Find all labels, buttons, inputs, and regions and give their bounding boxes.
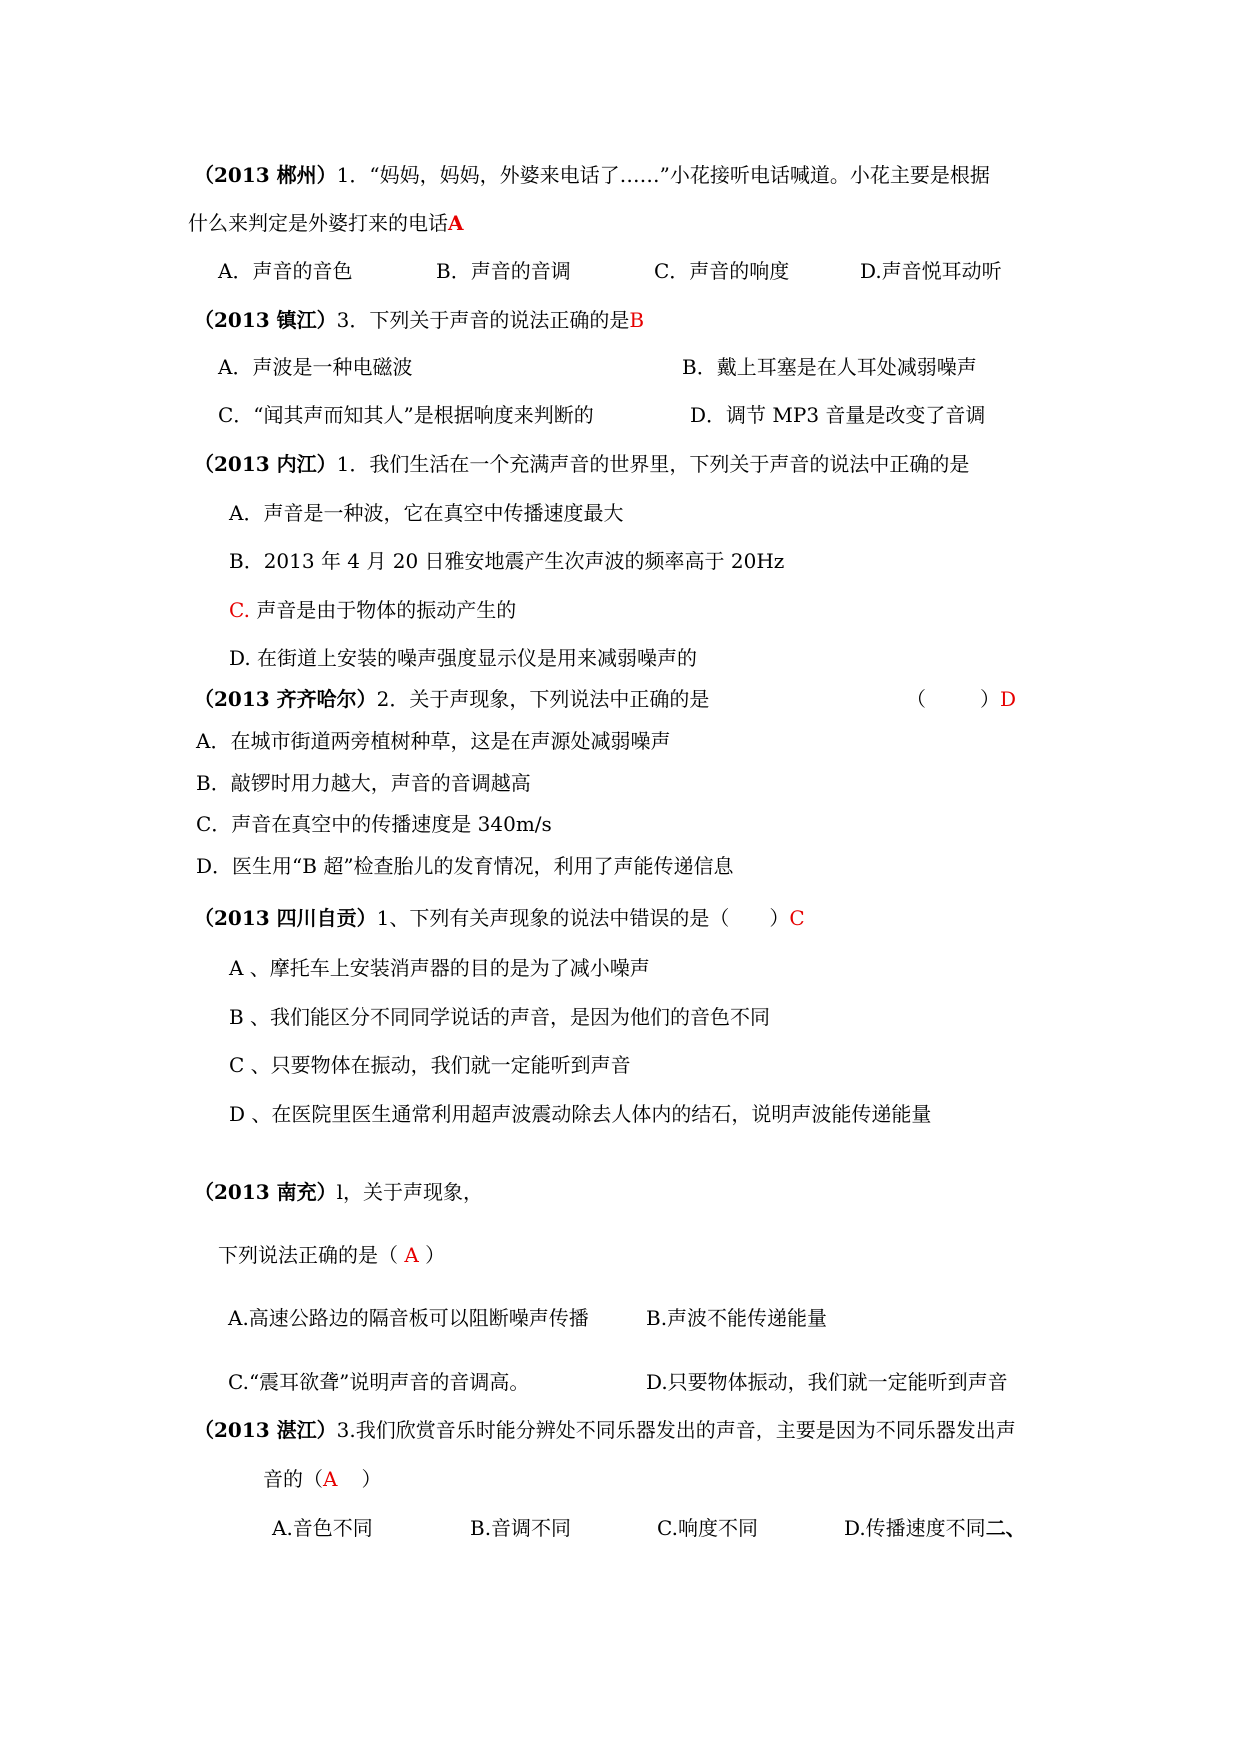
q6-stem-close: ） xyxy=(425,1243,446,1267)
q1-stem: 1．“妈妈，妈妈，外婆来电话了……”小花接听电话喊道。小花主要是根据 xyxy=(336,163,990,187)
q2-stem-line xyxy=(194,307,644,333)
q1-option-d: D.声音悦耳动听 xyxy=(860,259,1002,283)
q6-option-a: A.高速公路边的隔音板可以阻断噪声传播 xyxy=(228,1306,589,1330)
q6-option-d: D.只要物体振动，我们就一定能听到声音 xyxy=(646,1370,1008,1394)
q2-source: （2013 镇江） xyxy=(194,308,337,332)
q4-option-a: A．在城市街道两旁植树种草，这是在声源处减弱噪声 xyxy=(196,729,671,753)
q3-stem: 1．我们生活在一个充满声音的世界里，下列关于声音的说法中正确的是 xyxy=(336,452,970,476)
q3-option-a: A．声音是一种波，它在真空中传播速度最大 xyxy=(229,501,624,525)
q1-answer: A xyxy=(448,211,464,235)
q5-answer: C xyxy=(789,906,805,930)
q2-option-c: C．“闻其声而知其人”是根据响度来判断的 xyxy=(218,403,594,427)
q2-options-row2 xyxy=(218,402,985,428)
q3-source: （2013 内江） xyxy=(194,452,337,476)
q1-stem-cont: 什么来判定是外婆打来的电话 xyxy=(188,211,448,235)
q7-stem-line1 xyxy=(194,1417,1016,1443)
q4-option-b: B．敲锣时用力越大，声音的音调越高 xyxy=(196,771,531,795)
q5-stem-line xyxy=(194,905,805,931)
q2-option-b: B．戴上耳塞是在人耳处减弱噪声 xyxy=(682,355,977,379)
q1-option-b: B．声音的音调 xyxy=(436,259,571,283)
q1-options xyxy=(218,258,1002,284)
q4-stem: 2．关于声现象，下列说法中正确的是 xyxy=(376,687,710,711)
q3-option-c-letter: C. xyxy=(229,598,250,622)
q7-answer: A xyxy=(323,1467,338,1491)
q2-answer: B xyxy=(629,308,645,332)
q6-option-c: C.“震耳欲聋”说明声音的音调高。 xyxy=(228,1370,530,1394)
q5-option-c: C 、只要物体在振动，我们就一定能听到声音 xyxy=(229,1053,631,1077)
q4-paren-open: （ xyxy=(906,687,926,711)
q4-answer: D xyxy=(1000,687,1017,711)
q3-option-c-text: 声音是由于物体的振动产生的 xyxy=(256,598,517,622)
q3-option-d: D. 在街道上安装的噪声强度显示仪是用来减弱噪声的 xyxy=(229,646,698,670)
q7-option-a: A.音色不同 xyxy=(272,1516,373,1540)
q1-stem-line2 xyxy=(188,210,464,236)
q2-stem: 3．下列关于声音的说法正确的是 xyxy=(336,308,630,332)
q3-option-c xyxy=(229,597,516,623)
q5-option-b: B 、我们能区分不同同学说话的声音，是因为他们的音色不同 xyxy=(229,1005,771,1029)
q5-stem: 1、下列有关声现象的说法中错误的是（ ） xyxy=(376,906,790,930)
q1-option-c: C．声音的响度 xyxy=(654,259,790,283)
q5-option-d: D 、在医院里医生通常利用超声波震动除去人体内的结石，说明声波能传递能量 xyxy=(229,1102,932,1126)
q4-source: （2013 齐齐哈尔） xyxy=(194,687,377,711)
q1-option-a: A．声音的音色 xyxy=(218,259,353,283)
q5-source: （2013 四川自贡） xyxy=(194,906,377,930)
q4-option-d: D．医生用“B 超”检查胎儿的发育情况，利用了声能传递信息 xyxy=(196,854,734,878)
q1-source: （2013 郴州） xyxy=(194,163,337,187)
q7-stem-cont: 音的（ xyxy=(263,1467,323,1491)
q4-stem-line xyxy=(194,686,710,712)
q2-option-d: D．调节 MP3 音量是改变了音调 xyxy=(690,403,986,427)
q2-option-a: A．声波是一种电磁波 xyxy=(218,355,413,379)
q3-option-b: B．2013 年 4 月 20 日雅安地震产生次声波的频率高于 20Hz xyxy=(229,549,785,573)
q7-options xyxy=(272,1515,1026,1541)
q7-stem-line2 xyxy=(263,1466,381,1492)
q7-option-c: C.响度不同 xyxy=(657,1516,758,1540)
q2-options-row1 xyxy=(218,354,977,380)
q6-stem: l，关于声现象， xyxy=(336,1180,484,1204)
q4-paren-close: ） xyxy=(980,687,1000,711)
q6-source: （2013 南充） xyxy=(194,1180,337,1204)
q6-stem-line2 xyxy=(218,1242,445,1268)
section-marker: 二、 xyxy=(985,1516,1026,1540)
q4-option-c: C．声音在真空中的传播速度是 340m/s xyxy=(196,812,552,836)
q4-answer-bracket xyxy=(906,686,1016,712)
q3-stem-line xyxy=(194,451,969,477)
q7-stem: 3.我们欣赏音乐时能分辨处不同乐器发出的声音，主要是因为不同乐器发出声 xyxy=(336,1418,1016,1442)
q6-stem-line1 xyxy=(194,1179,483,1205)
q1-stem-line1 xyxy=(194,162,990,188)
q7-option-b: B.音调不同 xyxy=(470,1516,572,1540)
q6-options-row2 xyxy=(228,1369,1008,1395)
q7-stem-close: ） xyxy=(361,1467,382,1491)
q7-option-d: D.传播速度不同 xyxy=(844,1516,986,1540)
q6-option-b: B.声波不能传递能量 xyxy=(646,1306,828,1330)
q6-answer: A xyxy=(404,1243,419,1267)
q6-stem-cont: 下列说法正确的是（ xyxy=(218,1243,398,1267)
q6-options-row1 xyxy=(228,1305,827,1331)
q7-source: （2013 湛江） xyxy=(194,1418,337,1442)
q5-option-a: A 、摩托车上安装消声器的目的是为了减小噪声 xyxy=(229,956,650,980)
